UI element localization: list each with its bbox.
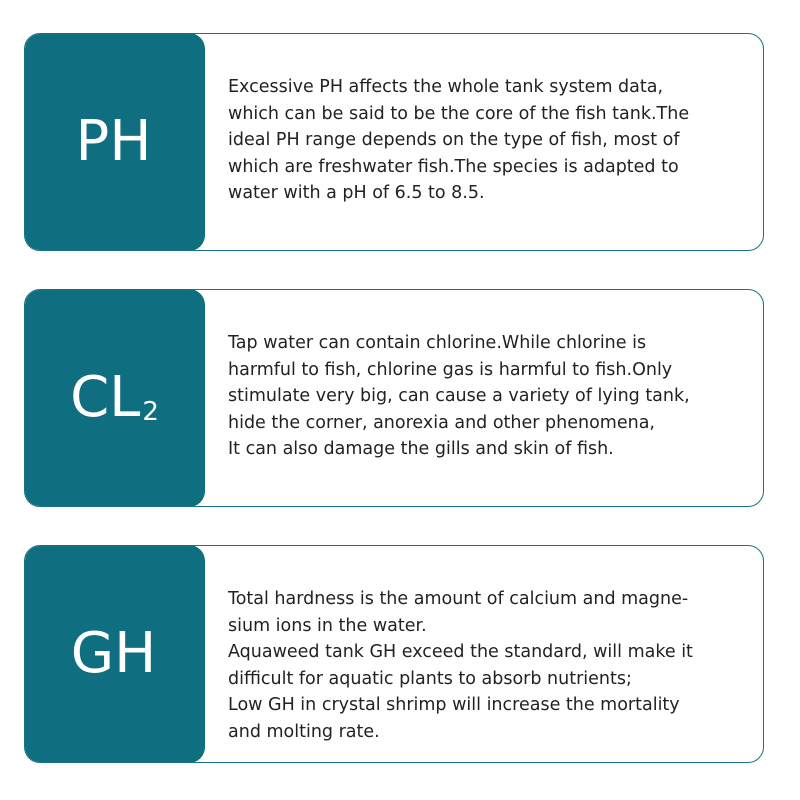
label-box-cl2 — [24, 289, 205, 507]
description-line: stimulate very big, can cause a variety of lying tank, — [228, 386, 690, 406]
card-description — [228, 74, 748, 207]
description-line: It can also damage the gills and skin of fish. — [228, 439, 614, 459]
description-line: Total hardness is the amount of calcium and magne- — [228, 589, 689, 609]
info-card-cl2 — [24, 289, 764, 507]
label-main: CL — [70, 365, 141, 430]
card-description — [228, 330, 748, 463]
description-line: which can be said to be the core of the fish tank.The — [228, 103, 690, 124]
card-label — [70, 365, 159, 430]
description-line: difficult for aquatic plants to absorb nutrients; — [228, 668, 632, 689]
description-line: Aquaweed tank GH exceed the standard, will make it — [228, 642, 693, 662]
description-line: ideal PH range depends on the type of fish, most of — [228, 130, 680, 150]
description-line: Tap water can contain chlorine.While chlorine is — [228, 333, 647, 353]
description-line: hide the corner, anorexia and other phenomena, — [228, 412, 655, 433]
label-subscript: 2 — [142, 397, 159, 427]
info-card-gh — [24, 545, 764, 763]
card-label — [70, 621, 159, 686]
label-main: PH — [75, 109, 152, 174]
description-line: and molting rate. — [228, 721, 380, 742]
description-line: Excessive PH affects the whole tank system data, — [228, 77, 664, 97]
label-box-ph — [24, 33, 205, 251]
description-line: sium ions in the water. — [228, 615, 427, 636]
description-line: Low GH in crystal shrimp will increase the mortality — [228, 695, 680, 715]
label-main: GH — [70, 621, 157, 686]
description-line: water with a pH of 6.5 to 8.5. — [228, 183, 485, 203]
description-line: which are freshwater fish.The species is adapted to — [228, 156, 679, 177]
info-card-ph — [24, 33, 764, 251]
description-line: harmful to fish, chlorine gas is harmful to fish.Only — [228, 359, 673, 380]
card-label — [75, 109, 154, 174]
card-description — [228, 586, 748, 745]
label-box-gh — [24, 545, 205, 763]
